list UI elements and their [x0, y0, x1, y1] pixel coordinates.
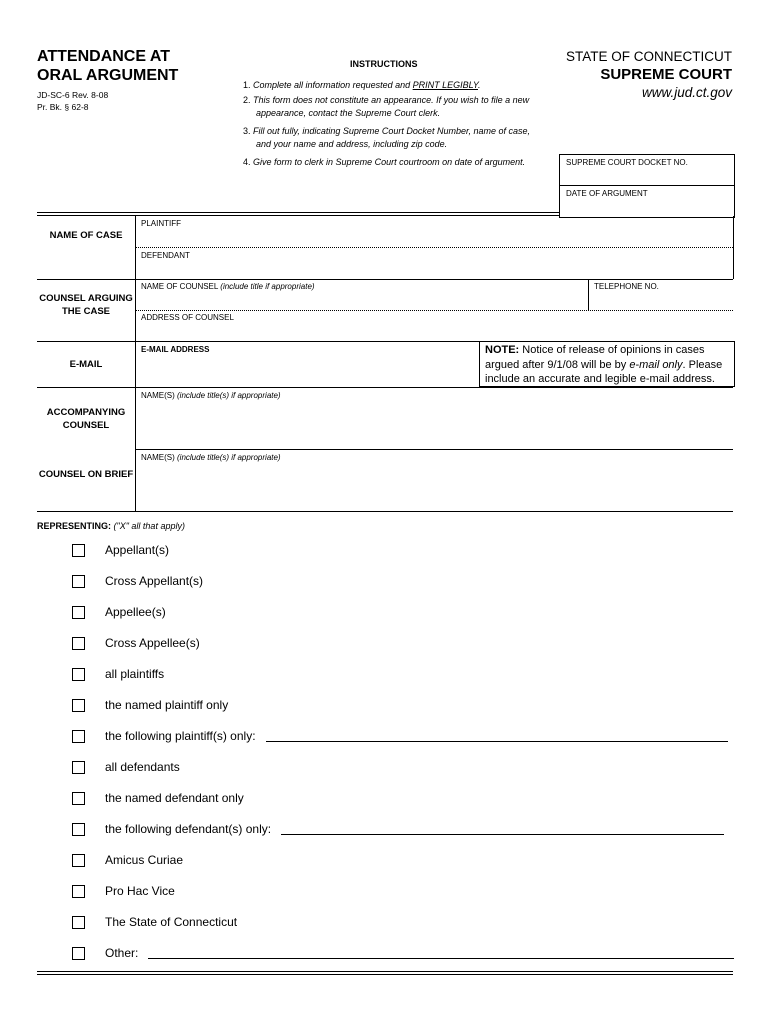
brief-names-field[interactable]: NAME(S) (include title(s) if appropriate)	[141, 453, 281, 462]
checkbox[interactable]	[72, 885, 85, 898]
checkbox[interactable]	[72, 668, 85, 681]
brief-divider	[37, 511, 733, 512]
address-divider	[135, 310, 733, 311]
checkbox[interactable]	[72, 730, 85, 743]
defendant-field[interactable]: DEFENDANT	[141, 251, 190, 260]
accompanying-counsel-label: ACCOMPANYING COUNSEL	[46, 407, 126, 431]
top-rule-1	[37, 212, 559, 213]
form-title	[37, 47, 178, 85]
option-appellants[interactable]: Appellant(s)	[72, 543, 169, 557]
court-name: SUPREME COURT	[600, 66, 732, 83]
option-amicus-curiae[interactable]: Amicus Curiae	[72, 853, 183, 867]
court-website: www.jud.ct.gov	[641, 85, 732, 100]
bottom-rule-2	[37, 974, 733, 975]
email-address-field[interactable]: E-MAIL ADDRESS	[141, 345, 210, 354]
top-rule-2	[37, 215, 559, 216]
accompanying-names-field[interactable]: NAME(S) (include title(s) if appropriate)	[141, 391, 281, 400]
option-named-plaintiff[interactable]: the named plaintiff only	[72, 698, 228, 712]
plaintiffs-blank[interactable]	[266, 731, 728, 742]
bottom-rule-1	[37, 971, 733, 972]
email-divider	[37, 387, 733, 388]
option-appellees[interactable]: Appellee(s)	[72, 605, 166, 619]
case-divider	[37, 279, 733, 280]
instruction-3: 3. Fill out fully, indicating Supreme Court Docket Number, name of case, and your name and address, including zip code.	[243, 126, 530, 149]
docket-divider	[559, 185, 734, 186]
option-named-defendant[interactable]: the named defendant only	[72, 791, 244, 805]
checkbox[interactable]	[72, 637, 85, 650]
counsel-name-field[interactable]: NAME OF COUNSEL (include title if appropriate)	[141, 282, 315, 291]
instruction-4: 4. Give form to clerk in Supreme Court courtroom on date of argument.	[243, 157, 526, 167]
checkbox[interactable]	[72, 761, 85, 774]
date-of-argument-field[interactable]: DATE OF ARGUMENT	[566, 189, 648, 198]
instructions-heading: INSTRUCTIONS	[350, 59, 418, 69]
checkbox[interactable]	[72, 947, 85, 960]
checkbox[interactable]	[72, 606, 85, 619]
option-all-plaintiffs[interactable]: all plaintiffs	[72, 667, 164, 681]
checkbox[interactable]	[72, 544, 85, 557]
representing-heading: REPRESENTING: ("X" all that apply)	[37, 521, 185, 531]
option-other[interactable]: Other:	[72, 946, 734, 960]
option-following-plaintiffs[interactable]: the following plaintiff(s) only:	[72, 729, 728, 743]
plaintiff-field[interactable]: PLAINTIFF	[141, 219, 182, 228]
instruction-1: 1. Complete all information requested and PRINT LEGIBLY.	[243, 80, 481, 90]
option-state-of-connecticut[interactable]: The State of Connecticut	[72, 915, 237, 929]
checkbox[interactable]	[72, 792, 85, 805]
counsel-arguing-label: COUNSEL ARGUING THE CASE	[39, 293, 133, 317]
counsel-on-brief-label: COUNSEL ON BRIEF	[38, 469, 134, 480]
option-following-defendants[interactable]: the following defendant(s) only:	[72, 822, 724, 836]
phone-divider	[588, 279, 589, 310]
option-pro-hac-vice[interactable]: Pro Hac Vice	[72, 884, 175, 898]
instruction-2: 2. This form does not constitute an appearance. If you wish to file a new appearance, contact the Supreme Court clerk.	[243, 95, 530, 118]
checkbox[interactable]	[72, 823, 85, 836]
docket-number-field[interactable]: SUPREME COURT DOCKET NO.	[566, 158, 688, 167]
checkbox[interactable]	[72, 575, 85, 588]
name-of-case-label: NAME OF CASE	[49, 230, 123, 241]
accompanying-divider	[135, 449, 733, 450]
email-label: E-MAIL	[69, 359, 103, 370]
grid-vertical	[135, 215, 136, 511]
counsel-address-field[interactable]: ADDRESS OF COUNSEL	[141, 313, 234, 322]
option-cross-appellees[interactable]: Cross Appellee(s)	[72, 636, 200, 650]
plaintiff-divider	[135, 247, 733, 248]
checkbox[interactable]	[72, 854, 85, 867]
email-note: NOTE: Notice of release of opinions in cases argued after 9/1/08 will be by e-mail only. Please include an accurate and legible e-mail address.	[479, 341, 735, 387]
practice-book-ref: Pr. Bk. § 62-8	[37, 102, 89, 112]
defendants-blank[interactable]	[281, 824, 724, 835]
title-line-2: ORAL ARGUMENT	[37, 67, 179, 84]
option-cross-appellants[interactable]: Cross Appellant(s)	[72, 574, 203, 588]
state-name: STATE OF CONNECTICUT	[566, 49, 732, 64]
checkbox[interactable]	[72, 699, 85, 712]
grid-right-edge	[733, 216, 734, 279]
title-line-1: ATTENDANCE AT	[37, 48, 171, 65]
form-number: JD-SC-6 Rev. 8-08	[37, 90, 109, 100]
option-all-defendants[interactable]: all defendants	[72, 760, 180, 774]
telephone-field[interactable]: TELEPHONE NO.	[594, 282, 659, 291]
checkbox[interactable]	[72, 916, 85, 929]
other-blank[interactable]	[148, 948, 734, 959]
